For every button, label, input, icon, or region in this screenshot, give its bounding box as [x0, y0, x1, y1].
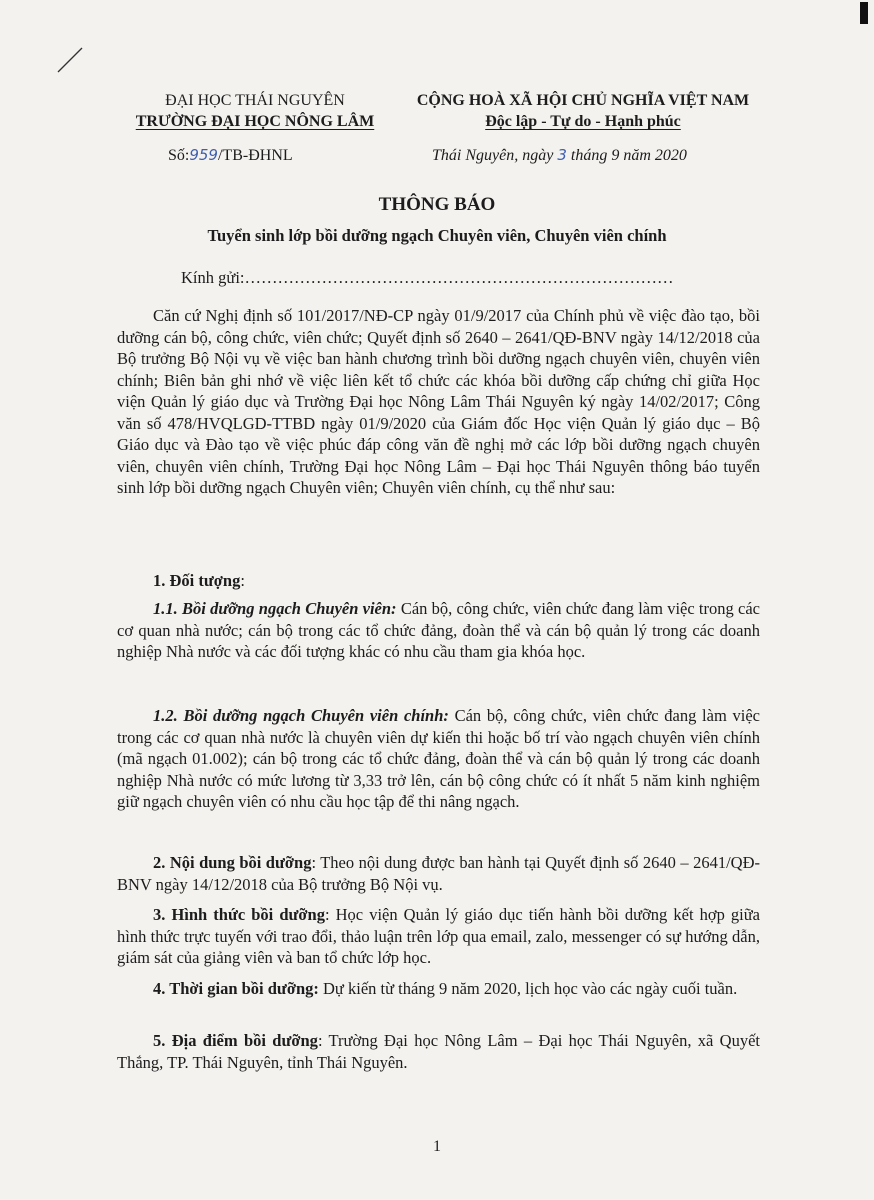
- ref-prefix: Số:: [168, 147, 190, 164]
- section-1-1: [117, 598, 760, 663]
- greeting-line: Kính gửi:……………………………………………………………………: [181, 268, 674, 287]
- document-title: THÔNG BÁO: [378, 194, 496, 215]
- s4-text: Dự kiến từ tháng 9 năm 2020, lịch học vào các ngày cuối tuần.: [318, 979, 738, 998]
- national-motto: Độc lập - Tự do - Hạnh phúc: [485, 113, 681, 130]
- national-header: [378, 90, 788, 132]
- parent-org: ĐẠI HỌC THÁI NGUYÊN: [165, 92, 345, 109]
- document-subtitle: Tuyển sinh lớp bồi dưỡng ngạch Chuyên viên, Chuyên viên chính: [207, 226, 667, 245]
- date-handwritten-day: 3: [557, 146, 567, 164]
- country-name: CỘNG HOÀ XÃ HỘI CHỦ NGHĨA VIỆT NAM: [416, 92, 750, 109]
- s11-text: Cán bộ, công chức, viên chức đang làm việc trong các cơ quan nhà nước; cán bộ trong các tổ chức đảng, đoàn thể và cán bộ quản lý trong các doanh nghiệp Nhà nước và các đối tượng khác có nhu cầu tham gia khóa học.: [117, 599, 760, 661]
- section-3: [117, 904, 760, 969]
- page-number: 1: [433, 1138, 441, 1155]
- s3-text: : Học viện Quản lý giáo dục tiến hành bồi dưỡng kết hợp giữa hình thức trực tuyến với trao đổi, thảo luận trên lớp qua email, zalo, messenger có sự hướng dẫn, giám sát của giảng viên và ban tổ chức lớp học.: [117, 905, 760, 967]
- date-suffix: tháng 9 năm 2020: [566, 147, 687, 164]
- scan-edge-mark: [860, 2, 868, 24]
- reference-number: [168, 146, 293, 165]
- school-name: TRƯỜNG ĐẠI HỌC NÔNG LÂM: [135, 113, 375, 130]
- issuer-header: [100, 90, 410, 132]
- section-1-heading: [117, 570, 760, 592]
- intro-paragraph: [117, 305, 760, 499]
- s5-label: 5. Địa điểm bồi dưỡng: [153, 1031, 318, 1050]
- ref-handwritten-number: 959: [189, 146, 218, 164]
- intro-text: Căn cứ Nghị định số 101/2017/NĐ-CP ngày 01/9/2017 của Chính phủ về việc đào tạo, bồi dưỡng cán bộ, công chức, viên chức; Quyết định số 2640 – 2641/QĐ-BNV ngày 14/12/2018 của Bộ trưởng Bộ Nội vụ về việc ban hành chương trình bồi dưỡng ngạch chuyên viên, chuyên viên chính; Biên bản ghi nhớ về việc liên kết tổ chức các khóa bồi dưỡng cấp chứng chỉ giữa Học viện Quản lý giáo dục và Trường Đại học Nông Lâm Thái Nguyên ký ngày 14/02/2017; Công văn số 478/HVQLGD-TTBD ngày 01/9/2020 của Giám đốc Học viện Quản lý giáo dục – Bộ Giáo dục và Đào tạo về việc phúc đáp công văn đề nghị mở các lớp bồi dưỡng ngạch chuyên viên, chuyên viên chính, Trường Đại học Nông Lâm – Đại học Thái Nguyên thông báo tuyển sinh lớp bồi dưỡng ngạch Chuyên viên; Chuyên viên chính, cụ thể như sau:: [117, 306, 760, 497]
- s4-label: 4. Thời gian bồi dưỡng:: [153, 979, 319, 998]
- section-5: [117, 1030, 760, 1073]
- s2-text: : Theo nội dung được ban hành tại Quyết định số 2640 – 2641/QĐ-BNV ngày 14/12/2018 của Bộ trưởng Bộ Nội vụ.: [117, 853, 760, 894]
- section-4: [117, 978, 760, 1000]
- section-1-2: [117, 705, 760, 813]
- s11-label: 1.1. Bồi dưỡng ngạch Chuyên viên:: [153, 599, 397, 618]
- s2-label: 2. Nội dung bồi dưỡng: [153, 853, 312, 872]
- date-prefix: Thái Nguyên, ngày: [432, 147, 558, 164]
- s12-label: 1.2. Bồi dưỡng ngạch Chuyên viên chính:: [153, 706, 449, 725]
- ref-suffix: /TB-ĐHNL: [217, 147, 293, 164]
- s5-text: : Trường Đại học Nông Lâm – Đại học Thái Nguyên, xã Quyết Thắng, TP. Thái Nguyên, tỉnh Thái Nguyên.: [117, 1031, 761, 1072]
- s1-colon: :: [240, 571, 245, 590]
- s1-heading-text: 1. Đối tượng: [153, 571, 241, 590]
- issue-date: [432, 146, 687, 165]
- s12-text: Cán bộ, công chức, viên chức đang làm việc trong các cơ quan nhà nước là chuyên viên dự kiến thi hoặc bố trí vào ngạch chuyên viên chính (mã ngạch 01.002); cán bộ trong các tổ chức đảng, đoàn thể và cán bộ quản lý trong các doanh nghiệp Nhà nước có mức lương từ 3,33 trở lên, cán bộ công chức có ít nhất 5 năm kinh nghiệm giữ ngạch chuyên viên có nhu cầu học tập để thi nâng ngạch.: [117, 706, 760, 811]
- s3-label: 3. Hình thức bồi dưỡng: [153, 905, 325, 924]
- pen-stroke-mark: [56, 46, 84, 74]
- section-2: [117, 852, 760, 895]
